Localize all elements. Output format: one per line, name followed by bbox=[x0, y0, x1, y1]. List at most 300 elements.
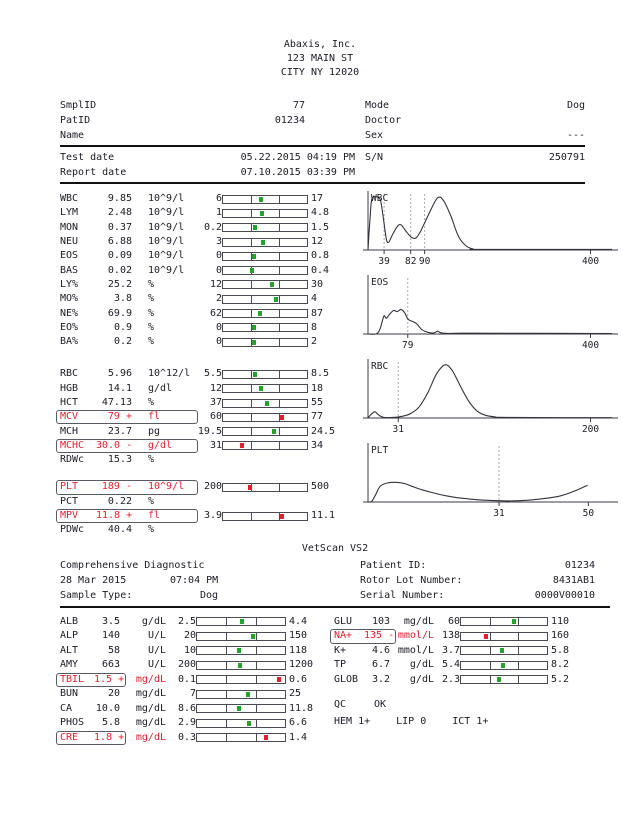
range-max: 8.5 bbox=[311, 368, 330, 380]
clinic-name: Abaxis, Inc. bbox=[283, 39, 357, 50]
range-tick bbox=[251, 296, 252, 303]
value-marker bbox=[240, 443, 244, 448]
analyte-unit: pg bbox=[148, 425, 161, 437]
range-tick bbox=[279, 196, 280, 203]
range-bar bbox=[222, 295, 308, 304]
analyte-unit: mmol/L bbox=[397, 644, 434, 656]
analyte-label: CA bbox=[60, 702, 73, 714]
analyte-label: HGB bbox=[60, 382, 79, 394]
range-max: 4 bbox=[311, 293, 318, 305]
range-tick bbox=[256, 705, 257, 712]
analyte-label: K+ bbox=[334, 644, 347, 656]
range-tick bbox=[226, 647, 227, 654]
range-max: 4.4 bbox=[289, 615, 308, 627]
chem-right-rows bbox=[334, 615, 610, 688]
info-grid bbox=[60, 98, 585, 143]
range-tick bbox=[256, 734, 257, 741]
range-tick bbox=[226, 691, 227, 698]
chem-row-CA bbox=[60, 702, 330, 717]
qc-value: OK bbox=[374, 698, 387, 710]
analyte-label: GLOB bbox=[334, 673, 359, 685]
analyte-unit: g/dl bbox=[148, 439, 173, 451]
hema-row-BAS bbox=[60, 263, 352, 277]
analyte-value: 58 bbox=[107, 644, 120, 656]
sn-label: S/N bbox=[365, 151, 384, 163]
range-max: 1200 bbox=[289, 659, 314, 671]
hematology-histograms bbox=[362, 188, 630, 538]
analyte-label: BA% bbox=[60, 336, 79, 348]
range-tick bbox=[251, 385, 252, 392]
range-bar bbox=[222, 427, 308, 436]
value-marker bbox=[272, 429, 276, 434]
range-tick bbox=[279, 239, 280, 246]
range-min: 60 bbox=[447, 615, 460, 627]
analyte-value: 4.6 bbox=[371, 644, 390, 656]
analyte-unit: g/dL bbox=[409, 673, 434, 685]
value-marker bbox=[253, 372, 257, 377]
range-bar bbox=[222, 338, 308, 347]
chem-row-ALB bbox=[60, 615, 330, 630]
info-row bbox=[60, 113, 585, 128]
analyte-unit: 10^9/l bbox=[148, 264, 185, 276]
range-min: 3.7 bbox=[441, 644, 460, 656]
range-max: 2 bbox=[311, 336, 318, 348]
chem-row-CRE bbox=[60, 731, 330, 746]
range-tick bbox=[251, 210, 252, 217]
analyte-value: 9.85 bbox=[107, 193, 132, 205]
range-max: 0.4 bbox=[311, 264, 330, 276]
analyte-value: 23.7 bbox=[107, 425, 132, 437]
info-row bbox=[60, 128, 585, 143]
patient-id-value: 01234 bbox=[564, 560, 595, 572]
range-bar bbox=[222, 384, 308, 393]
index-lip: LIP 0 bbox=[396, 715, 427, 727]
analyte-label: EOS bbox=[60, 250, 79, 262]
range-tick bbox=[251, 239, 252, 246]
analyte-unit: g/dL bbox=[409, 659, 434, 671]
value-marker bbox=[258, 311, 262, 316]
hema-row-MO bbox=[60, 292, 352, 306]
analyte-unit: mg/dL bbox=[135, 717, 166, 729]
range-tick bbox=[226, 676, 227, 683]
info-row bbox=[60, 98, 585, 113]
analyte-label: TP bbox=[334, 659, 347, 671]
range-bar bbox=[222, 309, 308, 318]
analyte-label: ALB bbox=[60, 615, 79, 627]
range-tick bbox=[279, 428, 280, 435]
analyte-unit: U/L bbox=[147, 630, 166, 642]
range-min: 19.5 bbox=[197, 425, 222, 437]
range-tick bbox=[279, 310, 280, 317]
range-min: 8.6 bbox=[177, 702, 196, 714]
tick-label: 31 bbox=[392, 424, 404, 435]
analyte-unit: % bbox=[148, 524, 155, 536]
analyte-label: RBC bbox=[60, 368, 79, 380]
sample-indices-row bbox=[334, 714, 610, 729]
range-tick bbox=[256, 662, 257, 669]
hema-row-BA bbox=[60, 335, 352, 349]
hema-row-LYM bbox=[60, 206, 352, 220]
range-max: 12 bbox=[311, 236, 324, 248]
range-tick bbox=[251, 196, 252, 203]
analyte-label: PDWc bbox=[60, 524, 85, 536]
analyte-label: MPV bbox=[60, 510, 79, 522]
analyte-unit: % bbox=[148, 336, 155, 348]
range-bar bbox=[222, 399, 308, 408]
analyte-unit: % bbox=[148, 454, 155, 466]
analyte-value: 15.3 bbox=[107, 454, 132, 466]
range-max: 5.2 bbox=[551, 673, 570, 685]
analyte-label: NE% bbox=[60, 307, 79, 319]
hema-row-MCH bbox=[60, 424, 352, 438]
report-date-label: Report date bbox=[60, 166, 127, 178]
qc-block bbox=[334, 697, 610, 729]
info-label: Sex bbox=[365, 129, 384, 141]
hema-row-PCT bbox=[60, 495, 352, 509]
range-max: 500 bbox=[311, 481, 330, 493]
range-max: 0.6 bbox=[289, 673, 308, 685]
range-max: 25 bbox=[289, 688, 302, 700]
range-min: 5.4 bbox=[441, 659, 460, 671]
hema-row-LY bbox=[60, 278, 352, 292]
analyte-label: MCV bbox=[60, 411, 79, 423]
value-marker bbox=[252, 340, 256, 345]
range-min: 6 bbox=[215, 193, 222, 205]
analyte-label: PHOS bbox=[60, 717, 85, 729]
analyte-value: 0.9 bbox=[113, 321, 132, 333]
hema-row-MON bbox=[60, 221, 352, 235]
run-info-left bbox=[60, 559, 325, 604]
range-tick bbox=[279, 296, 280, 303]
analyte-unit: mg/dL bbox=[135, 688, 166, 700]
value-marker bbox=[259, 386, 263, 391]
range-bar bbox=[196, 661, 286, 670]
analyte-unit: % bbox=[148, 293, 155, 305]
test-date-row bbox=[60, 150, 585, 165]
chem-row-K bbox=[334, 644, 610, 659]
range-max: 160 bbox=[551, 630, 570, 642]
range-tick bbox=[279, 267, 280, 274]
tick-label: 400 bbox=[581, 256, 600, 267]
analyte-value: 79 + bbox=[107, 411, 132, 423]
info-value: 01234 bbox=[274, 114, 305, 126]
range-bar bbox=[196, 704, 286, 713]
histogram-curve bbox=[368, 365, 612, 418]
sample-type-label: Sample Type: bbox=[60, 590, 133, 602]
range-tick bbox=[256, 647, 257, 654]
range-bar bbox=[222, 483, 308, 492]
tick-label: 90 bbox=[418, 256, 431, 267]
value-marker bbox=[237, 648, 241, 653]
analyte-value: 6.88 bbox=[107, 236, 132, 248]
range-min: 0 bbox=[215, 250, 222, 262]
hematology-group bbox=[60, 480, 352, 537]
range-min: 7 bbox=[189, 688, 196, 700]
value-marker bbox=[501, 663, 505, 668]
hematology-group bbox=[60, 192, 352, 349]
range-min: 200 bbox=[203, 481, 222, 493]
chemistry-left-column bbox=[60, 615, 330, 746]
range-tick bbox=[518, 662, 519, 669]
range-max: 34 bbox=[311, 439, 324, 451]
analyte-unit: 10^9/l bbox=[148, 250, 185, 262]
run-time: 07:04 PM bbox=[170, 575, 219, 587]
range-min: 2.3 bbox=[441, 673, 460, 685]
range-tick bbox=[256, 720, 257, 727]
clinic-header bbox=[0, 0, 640, 78]
hematology-results bbox=[60, 192, 352, 538]
chemistry-results bbox=[60, 615, 610, 746]
analyte-label: LY% bbox=[60, 278, 79, 290]
analyte-unit: U/L bbox=[147, 659, 166, 671]
range-tick bbox=[226, 720, 227, 727]
analyte-unit: mg/dL bbox=[135, 702, 166, 714]
tick-label: 50 bbox=[582, 508, 595, 519]
value-marker bbox=[237, 706, 241, 711]
range-tick bbox=[226, 734, 227, 741]
analyte-unit: % bbox=[148, 307, 155, 319]
range-tick bbox=[251, 400, 252, 407]
analyte-value: 3.5 bbox=[101, 615, 120, 627]
analyte-unit: mg/dL bbox=[135, 731, 166, 743]
range-bar bbox=[222, 370, 308, 379]
range-bar bbox=[222, 441, 308, 450]
analyte-label: MCH bbox=[60, 425, 79, 437]
range-tick bbox=[251, 310, 252, 317]
analyte-label: RDWc bbox=[60, 454, 85, 466]
analyte-value: 3.2 bbox=[371, 673, 390, 685]
range-max: 5.8 bbox=[551, 644, 570, 656]
value-marker bbox=[250, 268, 254, 273]
analyte-value: 3.8 bbox=[113, 293, 132, 305]
range-tick bbox=[256, 618, 257, 625]
range-tick bbox=[518, 647, 519, 654]
info-label: Mode bbox=[365, 99, 390, 111]
range-max: 17 bbox=[311, 193, 324, 205]
analyte-unit: 10^9/l bbox=[148, 207, 185, 219]
hema-row-MPV bbox=[60, 509, 352, 523]
chem-row-ALP bbox=[60, 629, 330, 644]
range-bar bbox=[222, 195, 308, 204]
hematology-group bbox=[60, 367, 352, 467]
analyte-value: 0.2 bbox=[113, 336, 132, 348]
analyte-label: HCT bbox=[60, 397, 79, 408]
value-marker bbox=[252, 254, 256, 259]
hema-row-RDWc bbox=[60, 453, 352, 467]
serial-number-label: Serial Number: bbox=[360, 590, 445, 602]
analyte-unit: 10^12/l bbox=[148, 368, 191, 380]
analyte-value: 14.1 bbox=[107, 382, 132, 394]
analyte-value: 5.96 bbox=[107, 368, 132, 380]
range-bar bbox=[460, 661, 548, 670]
info-label: Doctor bbox=[365, 114, 402, 126]
analyte-unit: fl bbox=[148, 411, 161, 423]
range-min: 0.3 bbox=[177, 731, 196, 743]
range-min: 0.2 bbox=[203, 221, 222, 233]
range-min: 62 bbox=[209, 307, 222, 319]
hema-row-MCV bbox=[60, 410, 352, 424]
analyte-label: GLU bbox=[334, 615, 353, 627]
analyte-value: 5.8 bbox=[101, 717, 120, 729]
chem-row-GLOB bbox=[334, 673, 610, 688]
test-date-label: Test date bbox=[60, 151, 115, 163]
range-bar bbox=[196, 733, 286, 742]
serial-number-value: 0000V00010 bbox=[534, 590, 595, 602]
range-max: 0.8 bbox=[311, 250, 330, 262]
hema-row-RBC bbox=[60, 367, 352, 381]
analyte-value: 30.0 - bbox=[96, 439, 133, 451]
hema-row-WBC bbox=[60, 192, 352, 206]
range-max: 30 bbox=[311, 278, 324, 290]
range-max: 24.5 bbox=[311, 425, 336, 437]
test-date-value: 05.22.2015 04:19 PM bbox=[240, 151, 355, 163]
value-marker bbox=[277, 677, 281, 682]
analyte-label: NEU bbox=[60, 236, 79, 248]
analyte-label: MON bbox=[60, 221, 79, 233]
range-min: 20 bbox=[183, 630, 196, 642]
histogram-curve bbox=[368, 197, 612, 250]
analyte-unit: mmol/L bbox=[397, 630, 434, 642]
range-tick bbox=[279, 324, 280, 331]
range-tick bbox=[226, 662, 227, 669]
divider-vs2 bbox=[60, 606, 610, 608]
chemistry-right-column bbox=[334, 615, 610, 746]
range-tick bbox=[279, 253, 280, 260]
range-max: 1.5 bbox=[311, 221, 330, 233]
range-tick bbox=[251, 371, 252, 378]
range-tick bbox=[256, 633, 257, 640]
range-tick bbox=[279, 210, 280, 217]
value-marker bbox=[270, 282, 274, 287]
value-marker bbox=[260, 211, 264, 216]
analyte-label: ALT bbox=[60, 644, 79, 656]
range-tick bbox=[490, 633, 491, 640]
range-tick bbox=[256, 691, 257, 698]
range-max: 4.8 bbox=[311, 207, 330, 219]
histogram-curve bbox=[368, 482, 588, 502]
hema-row-HGB bbox=[60, 382, 352, 396]
analyte-label: AMY bbox=[60, 659, 79, 671]
analyte-unit: % bbox=[148, 397, 155, 408]
analyte-value: 47.13 bbox=[101, 397, 132, 408]
chem-row-NA bbox=[334, 629, 610, 644]
value-marker bbox=[500, 648, 504, 653]
range-min: 2.9 bbox=[177, 717, 196, 729]
range-tick bbox=[226, 633, 227, 640]
clinic-city: CITY NY 12020 bbox=[280, 67, 360, 78]
analyte-value: 189 - bbox=[101, 481, 132, 493]
info-value: 77 bbox=[292, 99, 305, 111]
range-min: 138 bbox=[441, 630, 460, 642]
analyte-unit: fl bbox=[148, 510, 161, 522]
value-marker bbox=[252, 325, 256, 330]
value-marker bbox=[248, 485, 252, 490]
analyte-unit: g/dl bbox=[148, 382, 173, 394]
range-bar bbox=[222, 238, 308, 247]
histogram-title: EOS bbox=[371, 277, 389, 288]
analyte-unit: % bbox=[148, 278, 155, 290]
value-marker bbox=[238, 663, 242, 668]
analyte-label: NA+ bbox=[334, 630, 353, 642]
range-tick bbox=[251, 414, 252, 421]
tick-label: 31 bbox=[493, 508, 505, 519]
range-bar bbox=[460, 617, 548, 626]
qc-label: QC bbox=[334, 698, 347, 710]
analyte-value: 1.8 + bbox=[94, 731, 125, 743]
range-bar bbox=[196, 690, 286, 699]
range-tick bbox=[279, 400, 280, 407]
chem-row-BUN bbox=[60, 687, 330, 702]
range-min: 31 bbox=[209, 439, 222, 451]
range-min: 0 bbox=[215, 336, 222, 348]
range-max: 77 bbox=[311, 411, 324, 423]
range-min: 3 bbox=[215, 236, 222, 248]
panel-name: Comprehensive Diagnostic bbox=[60, 560, 205, 572]
analyte-unit: 10^9/l bbox=[148, 236, 185, 248]
range-tick bbox=[490, 647, 491, 654]
range-bar bbox=[196, 617, 286, 626]
range-min: 1 bbox=[215, 207, 222, 219]
range-tick bbox=[279, 371, 280, 378]
range-bar bbox=[222, 512, 308, 521]
run-date: 28 Mar 2015 bbox=[60, 575, 127, 587]
range-max: 6.6 bbox=[289, 717, 308, 729]
analyte-value: 10.0 bbox=[95, 702, 120, 714]
analyte-value: 140 bbox=[101, 630, 120, 642]
range-tick bbox=[279, 281, 280, 288]
hema-row-PDWc bbox=[60, 523, 352, 537]
value-marker bbox=[253, 225, 257, 230]
range-min: 2.5 bbox=[177, 615, 196, 627]
range-tick bbox=[518, 633, 519, 640]
analyte-unit: mg/dL bbox=[135, 673, 166, 685]
tick-label: 82 bbox=[404, 256, 417, 267]
range-min: 200 bbox=[177, 659, 196, 671]
range-max: 150 bbox=[289, 630, 308, 642]
range-bar bbox=[222, 323, 308, 332]
range-min: 37 bbox=[209, 397, 222, 408]
tick-label: 79 bbox=[402, 340, 414, 351]
range-max: 55 bbox=[311, 397, 324, 408]
analyte-unit: 10^9/l bbox=[148, 481, 185, 493]
range-bar bbox=[196, 719, 286, 728]
range-tick bbox=[279, 224, 280, 231]
range-tick bbox=[251, 281, 252, 288]
range-tick bbox=[490, 676, 491, 683]
analyte-value: 6.7 bbox=[371, 659, 390, 671]
range-tick bbox=[279, 442, 280, 449]
value-marker bbox=[240, 619, 244, 624]
run-info-right bbox=[325, 559, 610, 604]
range-tick bbox=[226, 705, 227, 712]
hema-row-PLT bbox=[60, 480, 352, 494]
analyte-label: LYM bbox=[60, 207, 79, 219]
analyte-unit: 10^9/l bbox=[148, 193, 185, 205]
range-min: 0 bbox=[215, 321, 222, 333]
clinic-street: 123 MAIN ST bbox=[286, 53, 354, 64]
range-max: 87 bbox=[311, 307, 324, 319]
range-tick bbox=[256, 676, 257, 683]
analyte-value: 20 bbox=[107, 688, 120, 700]
patient-id-label: Patient ID: bbox=[360, 560, 427, 572]
range-min: 60 bbox=[209, 411, 222, 423]
range-tick bbox=[518, 676, 519, 683]
index-hem: HEM 1+ bbox=[334, 715, 371, 727]
value-marker bbox=[265, 401, 269, 406]
analyte-value: 0.02 bbox=[107, 264, 132, 276]
range-bar bbox=[460, 646, 548, 655]
range-min: 12 bbox=[209, 382, 222, 394]
